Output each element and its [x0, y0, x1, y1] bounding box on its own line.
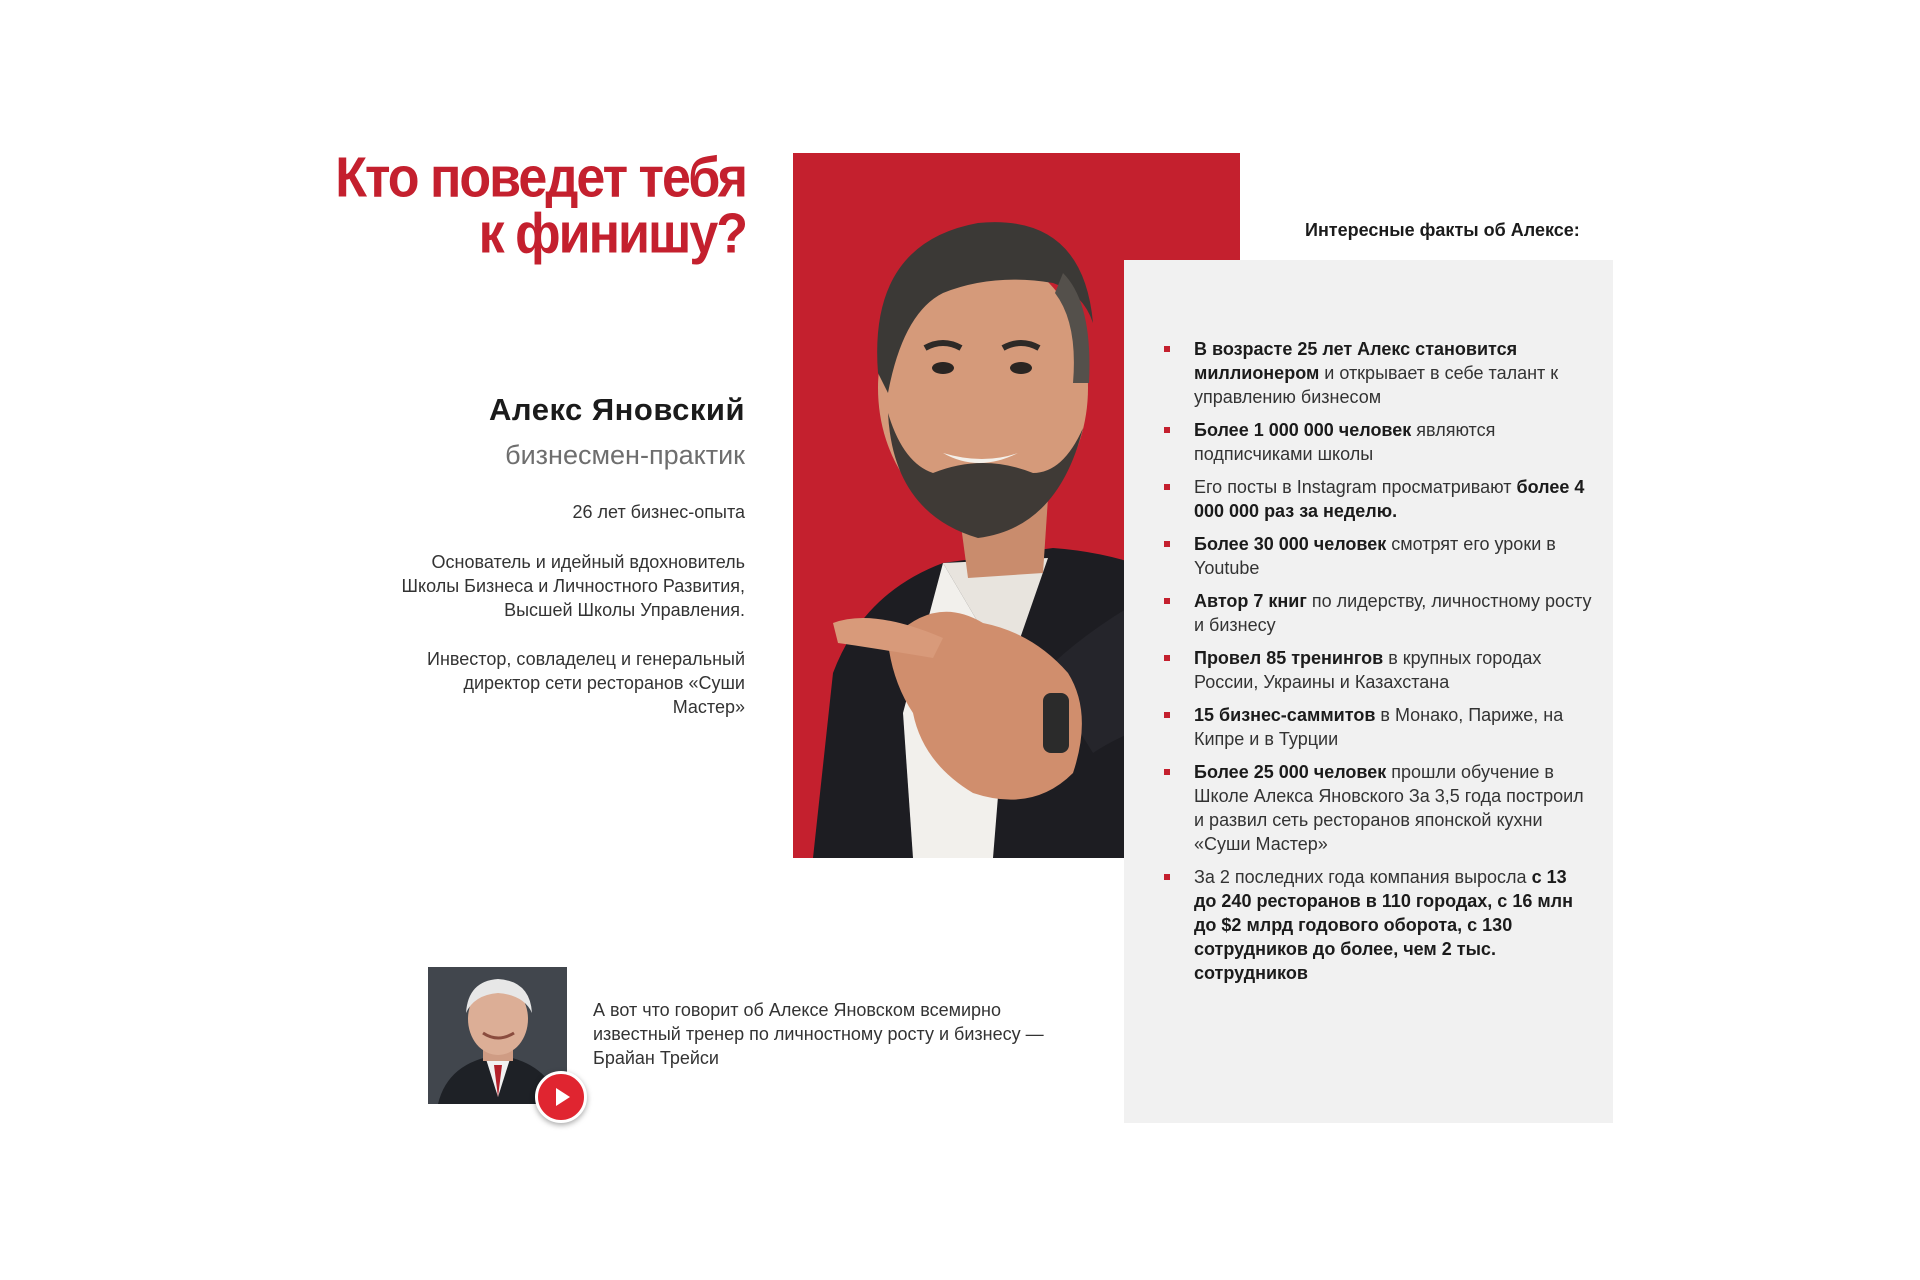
- list-item: Провел 85 тренингов в крупных городах России, Украины и Казахстана: [1194, 646, 1594, 694]
- bullet-icon: [1164, 712, 1170, 718]
- investor-text: [325, 647, 745, 719]
- founder-text: [325, 550, 745, 622]
- investor-line: директор сети ресторанов «Суши: [463, 673, 745, 693]
- person-name: Алекс Яновский: [489, 392, 745, 427]
- list-item: Его посты в Instagram просматривают более 4 000 000 раз за неделю.: [1194, 475, 1594, 523]
- founder-line: Основатель и идейный вдохновитель: [431, 552, 745, 572]
- list-item: Более 25 000 человек прошли обучение в Школе Алекса Яновского За 3,5 года построил и развил сеть ресторанов японской кухни «Суши Мастер»: [1194, 760, 1594, 856]
- title-line-1: Кто поведет тебя: [335, 146, 746, 210]
- person-role: бизнесмен-практик: [505, 440, 745, 470]
- list-item: Автор 7 книг по лидерству, личностному росту и бизнесу: [1194, 589, 1594, 637]
- bullet-icon: [1164, 541, 1170, 547]
- bullet-icon: [1164, 484, 1170, 490]
- bullet-icon: [1164, 427, 1170, 433]
- list-item: В возрасте 25 лет Алекс становится миллионером и открывает в себе талант к управлению бизнесом: [1194, 337, 1594, 409]
- quote-text: А вот что говорит об Алексе Яновском всемирно известный тренер по личностному росту и бизнесу — Брайан Трейси: [593, 1000, 1044, 1068]
- investor-line: Мастер»: [672, 697, 745, 717]
- list-item: Более 30 000 человек смотрят его уроки в Youtube: [1194, 532, 1594, 580]
- investor-line: Инвестор, совладелец и генеральный: [427, 649, 745, 669]
- list-item: Более 1 000 000 человек являются подписчиками школы: [1194, 418, 1594, 466]
- list-item: За 2 последних года компания выросла с 13 до 240 ресторанов в 110 городах, с 16 млн до $2 млрд годового оборота, с 130 сотрудников до более, чем 2 тыс. сотрудников: [1194, 865, 1594, 985]
- list-item: 15 бизнес-саммитов в Монако, Париже, на Кипре и в Турции: [1194, 703, 1594, 751]
- founder-line: Школы Бизнеса и Личностного Развития,: [401, 576, 745, 596]
- bullet-icon: [1164, 769, 1170, 775]
- page-title: [300, 146, 746, 266]
- facts-list: [1194, 337, 1594, 994]
- bullet-icon: [1164, 346, 1170, 352]
- bullet-icon: [1164, 598, 1170, 604]
- play-button[interactable]: [535, 1071, 587, 1123]
- founder-line: Высшей Школы Управления.: [504, 600, 745, 620]
- facts-panel: [1124, 260, 1613, 1123]
- facts-title: Интересные факты об Алексе:: [1305, 220, 1580, 240]
- experience-text: 26 лет бизнес-опыта: [572, 502, 745, 522]
- title-line-2: к финишу?: [478, 202, 746, 266]
- play-icon: [556, 1088, 570, 1106]
- bullet-icon: [1164, 874, 1170, 880]
- bullet-icon: [1164, 655, 1170, 661]
